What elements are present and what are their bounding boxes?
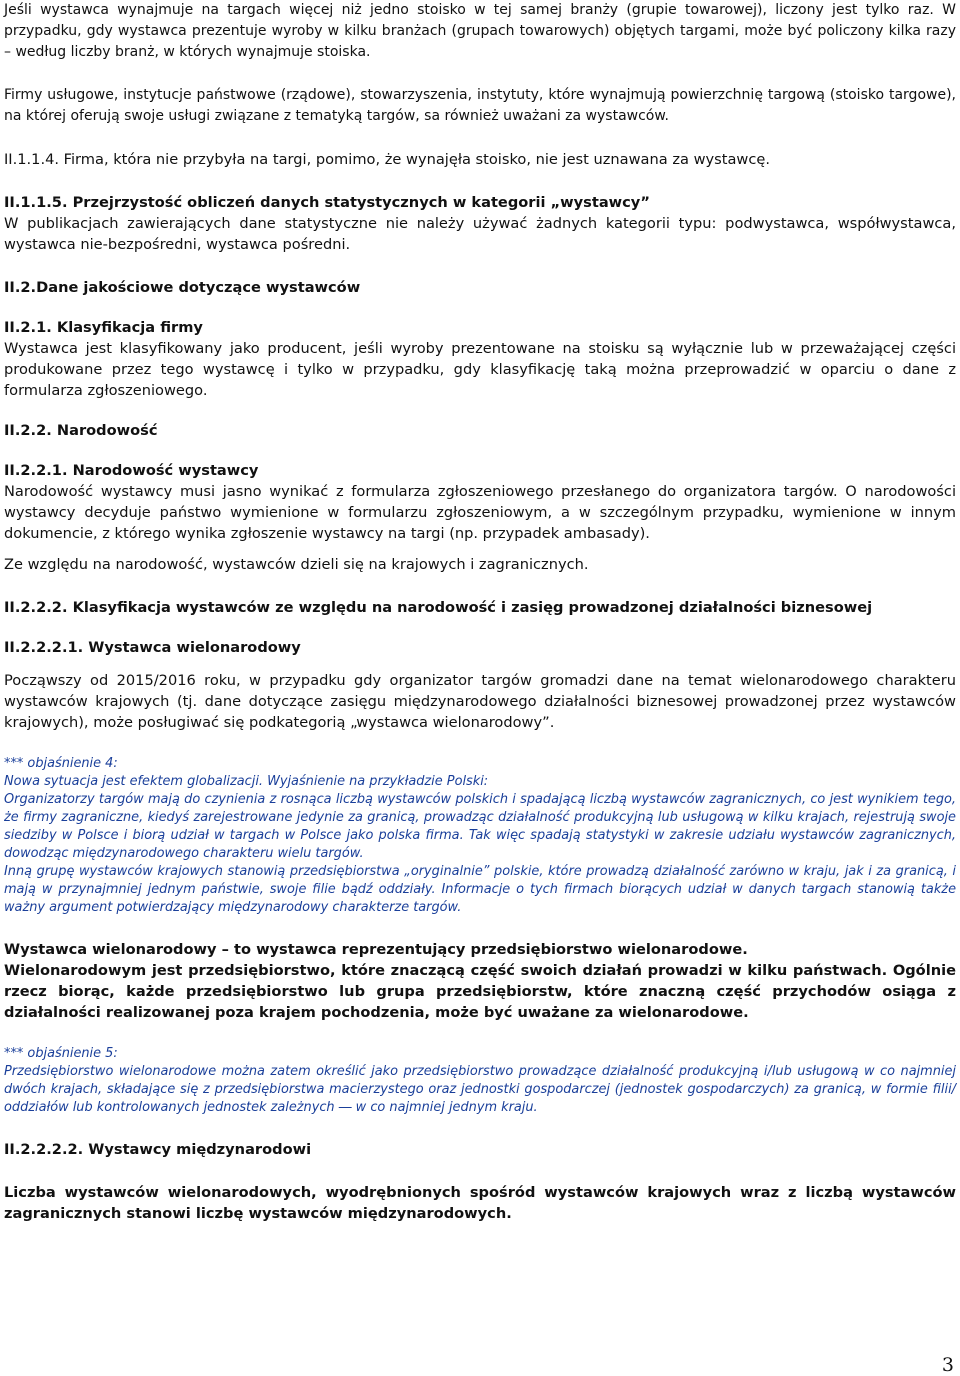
definition-line1: Wystawca wielonarodowy – to wystawca reprezentujący przedsiębiorstwo wielonarodowe.	[4, 941, 748, 958]
paragraph-ii-1-1-5: W publikacjach zawierających dane statystyczne nie należy używać żadnych kategorii typu: podwystawca, współwystawca, wystawca nie-bezpośredni, wystawca pośredni.	[4, 215, 956, 253]
paragraph-service-firms: Firmy usługowe, instytucje państwowe (rządowe), stowarzyszenia, instytuty, które wynajmują powierzchnię targową (stoisko targowe), na której oferują swoje usługi związane z tematyką targów, sa również uważani za wystawców.	[4, 87, 956, 124]
paragraph-ii-2-2-1-split: Ze względu na narodowość, wystawców dzieli się na krajowych i zagranicznych.	[4, 556, 589, 573]
paragraph-exhibitor-count: Jeśli wystawca wynajmuje na targach więcej niż jedno stoisko w tej samej branży (grupie towarowej), liczony jest tylko raz. W przypadku, gdy wystawca prezentuje wyroby w kilku branżach (grupach towarowych) objętych targami, może być policzony kilka razy – według liczby branż, w których wynajmuje stoiska.	[4, 2, 956, 60]
document-page	[4, 0, 956, 1224]
heading-ii-2-1: II.2.1. Klasyfikacja firmy	[4, 319, 203, 336]
note-5	[4, 1045, 956, 1117]
heading-ii-2-2-2-2: II.2.2.2.2. Wystawcy międzynarodowi	[4, 1141, 312, 1158]
note-4-line3: Inną grupę wystawców krajowych stanowią przedsiębiorstwa „oryginalnie” polskie, które prowadzą działalność zarówno w kraju, jak i za granicą, i mają w przynajmniej jednym państwie, swoje filie bądź oddziały. Informacje o tych firmach biorących udział w danych targach stanowią także ważny argument potwierdzający międzynarodowy charakterze targów.	[4, 864, 956, 915]
definition-block	[4, 939, 956, 1023]
heading-ii-2: II.2.Dane jakościowe dotyczące wystawców	[4, 279, 361, 296]
heading-ii-2-2-2-1: II.2.2.2.1. Wystawca wielonarodowy	[4, 639, 301, 656]
heading-ii-2-2-2: II.2.2.2. Klasyfikacja wystawców ze względu na narodowość i zasięg prowadzonej działalności biznesowej	[4, 599, 873, 616]
note-4	[4, 755, 956, 917]
paragraph-section-ii-1-1-4: II.1.1.4. Firma, która nie przybyła na targi, pomimo, że wynajęła stoisko, nie jest uznawana za wystawcę.	[4, 151, 770, 168]
note-4-line1: Nowa sytuacja jest efektem globalizacji. Wyjaśnienie na przykładzie Polski:	[4, 774, 489, 789]
page-number: 3	[941, 1354, 954, 1376]
section-ii-2-1	[4, 317, 956, 401]
paragraph-ii-2-2-2-1: Począwszy od 2015/2016 roku, w przypadku gdy organizator targów gromadzi dane na temat wielonarodowego charakteru wystawców krajowych (tj. dane dotyczące zasięgu międzynarodowego działalności biznesowej prowadzonej przez wystawców krajowych), może posługiwać się podkategorią „wystawca wielonarodowy”.	[4, 672, 956, 731]
note-4-line2: Organizatorzy targów mają do czynienia z rosnąca liczbą wystawców polskich i spadającą liczbą wystawców zagranicznych, co jest wynikiem tego, że firmy zagraniczne, kiedyś zarejestrowane jedynie za granicą, prowadząc działalność produkcyjną lub usługową w kilku krajach, rejestrują swoje siedziby w Polsce i biorą udział w targach w Polsce jako polska firma. Tak więc spadają statystyki w zakresie udziału wystawców zagranicznych, dowodząc międzynarodowego charakteru wielu targów.	[4, 792, 956, 861]
paragraph-ii-2-2-1: Narodowość wystawcy musi jasno wynikać z formularza zgłoszeniowego przesłanego do organizatora targów. O narodowości wystawcy decyduje państwo wymienione w formularzu zgłoszeniowym, a w szczególnym przypadku, wymienione w innym dokumencie, z którego wynika zgłoszenie wystawcy na targi (np. przypadek ambasady).	[4, 483, 956, 542]
heading-ii-2-2-1: II.2.2.1. Narodowość wystawcy	[4, 462, 259, 479]
section-ii-1-1-5	[4, 192, 956, 255]
heading-ii-1-1-5: II.1.1.5. Przejrzystość obliczeń danych statystycznych w kategorii „wystawcy”	[4, 194, 650, 211]
note-4-title: *** objaśnienie 4:	[4, 756, 118, 771]
section-ii-2-2-1	[4, 460, 956, 575]
note-5-title: *** objaśnienie 5:	[4, 1046, 118, 1061]
heading-ii-2-2: II.2.2. Narodowość	[4, 422, 158, 439]
paragraph-ii-2-1: Wystawca jest klasyfikowany jako producent, jeśli wyroby prezentowane na stoisku są wyłącznie lub w przeważającej części produkowane przez tego wystawcę i tylko w przypadku, gdy klasyfikację taką można przeprowadzić w oparciu o dane z formularza zgłoszeniowego.	[4, 340, 956, 399]
definition-line2: Wielonarodowym jest przedsiębiorstwo, które znaczącą część swoich działań prowadzi w kilku państwach. Ogólnie rzecz biorąc, każde przedsiębiorstwo lub grupa przedsiębiorstw, które znaczną część przychodów osiąga z działalności realizowanej poza krajem pochodzenia, może być uważane za wielonarodowe.	[4, 962, 956, 1021]
paragraph-final: Liczba wystawców wielonarodowych, wyodrębnionych spośród wystawców krajowych wraz z liczbą wystawców zagranicznych stanowi liczbę wystawców międzynarodowych.	[4, 1184, 956, 1222]
note-5-line1: Przedsiębiorstwo wielonarodowe można zatem określić jako przedsiębiorstwo prowadzące działalność produkcyjną i/lub usługową w co najmniej dwóch krajach, składające się z przedsiębiorstwa macierzystego oraz jednostki gospodarczej (jednostek gospodarczych) za granicą, w formie filii/ oddziałów lub kontrolowanych jednostek zależnych ― w co najmniej jednym kraju.	[4, 1064, 956, 1115]
